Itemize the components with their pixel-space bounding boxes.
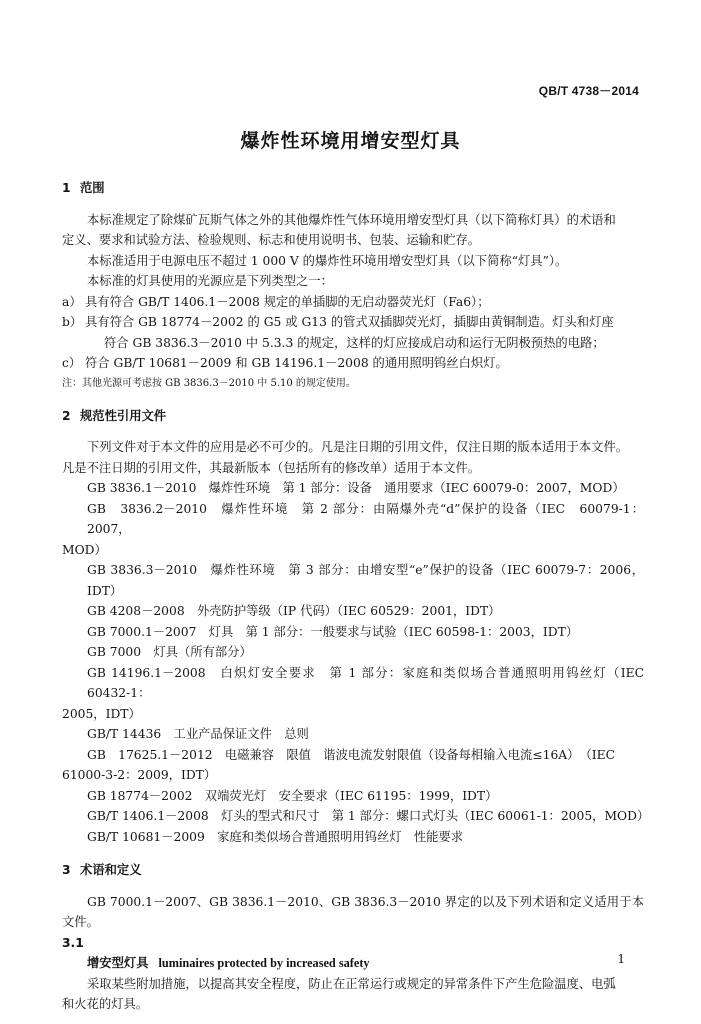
section-title: 规范性引用文件 <box>80 408 167 423</box>
list-item-c <box>62 353 644 374</box>
list-item-a <box>62 292 644 313</box>
section-1-heading <box>62 178 644 199</box>
reference-item: GB 3836.3－2010 爆炸性环境 第 3 部分：由增安型“e”保护的设备（IEC 60079-7：2006，IDT） <box>87 563 644 598</box>
section-title: 术语和定义 <box>80 863 142 877</box>
page-number: 1 <box>617 952 625 966</box>
reference-item-continued: MOD） <box>62 542 107 557</box>
reference-item: GB/T 10681－2009 家庭和类似场合普通照明用钨丝灯 性能要求 <box>87 829 464 844</box>
reference-item: GB 3836.2－2010 爆炸性环境 第 2 部分：由隔爆外壳“d”保护的设备（IEC 60079-1：2007， <box>87 501 644 536</box>
section-number: 3 <box>62 863 71 877</box>
list-text: 符合 GB/T 10681－2009 和 GB 14196.1－2008 的通用照明钨丝白炽灯。 <box>85 356 508 370</box>
reference-item: GB 17625.1－2012 电磁兼容 限值 谐波电流发射限值（设备每相输入电流≤16A） （IEC <box>87 747 615 762</box>
terms-intro: GB 7000.1－2007、GB 3836.1－2010、GB 3836.3－2010 界定的以及下列术语和定义适用于本文件。 <box>62 894 644 929</box>
reference-item: GB 3836.1－2010 爆炸性环境 第 1 部分：设备 通用要求（IEC 60079-0：2007，MOD） <box>87 481 625 495</box>
document-title: 爆炸性环境用增安型灯具 <box>240 130 461 152</box>
term-definition-b: 和火花的灯具。 <box>62 997 149 1011</box>
reference-item: GB/T 14436 工业产品保证文件 总则 <box>87 727 309 741</box>
scope-paragraph-2: 本标准适用于电源电压不超过 1 000 V 的爆炸性环境用增安型灯具（以下简称“灯具”）。 <box>87 253 568 268</box>
list-text: 具有符合 GB/T 1406.1－2008 规定的单插脚的无启动器荧光灯（Fa6）； <box>85 294 490 309</box>
list-label: b） <box>62 315 83 329</box>
scope-paragraph-3: 本标准的灯具使用的光源应是下列类型之一： <box>87 274 333 288</box>
reference-item: GB 18774－2002 双端荧光灯 安全要求（IEC 61195：1999，IDT） <box>87 788 498 803</box>
list-item-b <box>62 312 644 333</box>
reference-item: GB/T 1406.1－2008 灯头的型式和尺寸 第 1 部分：螺口式灯头（IEC 60061-1：2005，MOD） <box>87 809 650 823</box>
reference-item: GB 7000.1－2007 灯具 第 1 部分：一般要求与试验（IEC 60598-1：2003，IDT） <box>87 624 579 639</box>
reference-item: GB 4208－2008 外壳防护等级（IP 代码）（IEC 60529：2001，IDT） <box>87 604 501 618</box>
clause-number: 3.1 <box>62 935 84 950</box>
section-number: 1 <box>62 181 71 195</box>
term-entry <box>62 953 644 974</box>
document-code: QB/T 4738－2014 <box>538 84 639 98</box>
reference-item-continued: 2005，IDT） <box>62 706 141 721</box>
scope-note: 注：其他光源可考虑按 GB 3836.3－2010 中 5.10 的规定使用。 <box>62 377 356 389</box>
reference-item: GB 7000 灯具（所有部分） <box>87 645 252 659</box>
reference-item: GB 14196.1－2008 白炽灯安全要求 第 1 部分：家庭和类似场合普通照明用钨丝灯（IEC 60432-1： <box>87 665 644 700</box>
references-intro-b: 凡是不注日期的引用文件，其最新版本（包括所有的修改单）适用于本文件。 <box>62 460 481 475</box>
term-english: luminaires protected by increased safety <box>158 956 370 970</box>
document-body <box>62 178 650 1015</box>
list-item-b-continued: 符合 GB 3836.3－2010 中 5.3.3 的规定，这样的灯应接成启动和运行无阴极预热的电路； <box>104 335 605 350</box>
list-label: c） <box>62 356 82 370</box>
reference-item-continued: 61000-3-2：2009，IDT） <box>62 768 217 782</box>
list-label: a） <box>62 294 82 309</box>
scope-paragraph-1a: 本标准规定了除煤矿瓦斯气体之外的其他爆炸性气体环境用增安型灯具（以下简称灯具）的术语和 <box>87 212 616 227</box>
term-chinese: 增安型灯具 <box>87 956 149 970</box>
references-intro-a: 下列文件对于本文件的应用是必不可少的。凡是注日期的引用文件，仅注日期的版本适用于本文件。 <box>87 440 629 454</box>
section-2-heading <box>62 406 644 427</box>
section-number: 2 <box>62 408 71 423</box>
scope-paragraph-1b: 定义、要求和试验方法、检验规则、标志和使用说明书、包装、运输和贮存。 <box>62 233 481 247</box>
term-definition-a: 采取某些附加措施，以提高其安全程度，防止在正常运行或规定的异常条件下产生危险温度、电弧 <box>87 976 616 991</box>
section-3-heading <box>62 860 644 881</box>
list-text: 具有符合 GB 18774－2002 的 G5 或 G13 的管式双插脚荧光灯，插脚由黄铜制造。灯头和灯座 <box>85 315 614 329</box>
section-title: 范围 <box>80 181 105 195</box>
